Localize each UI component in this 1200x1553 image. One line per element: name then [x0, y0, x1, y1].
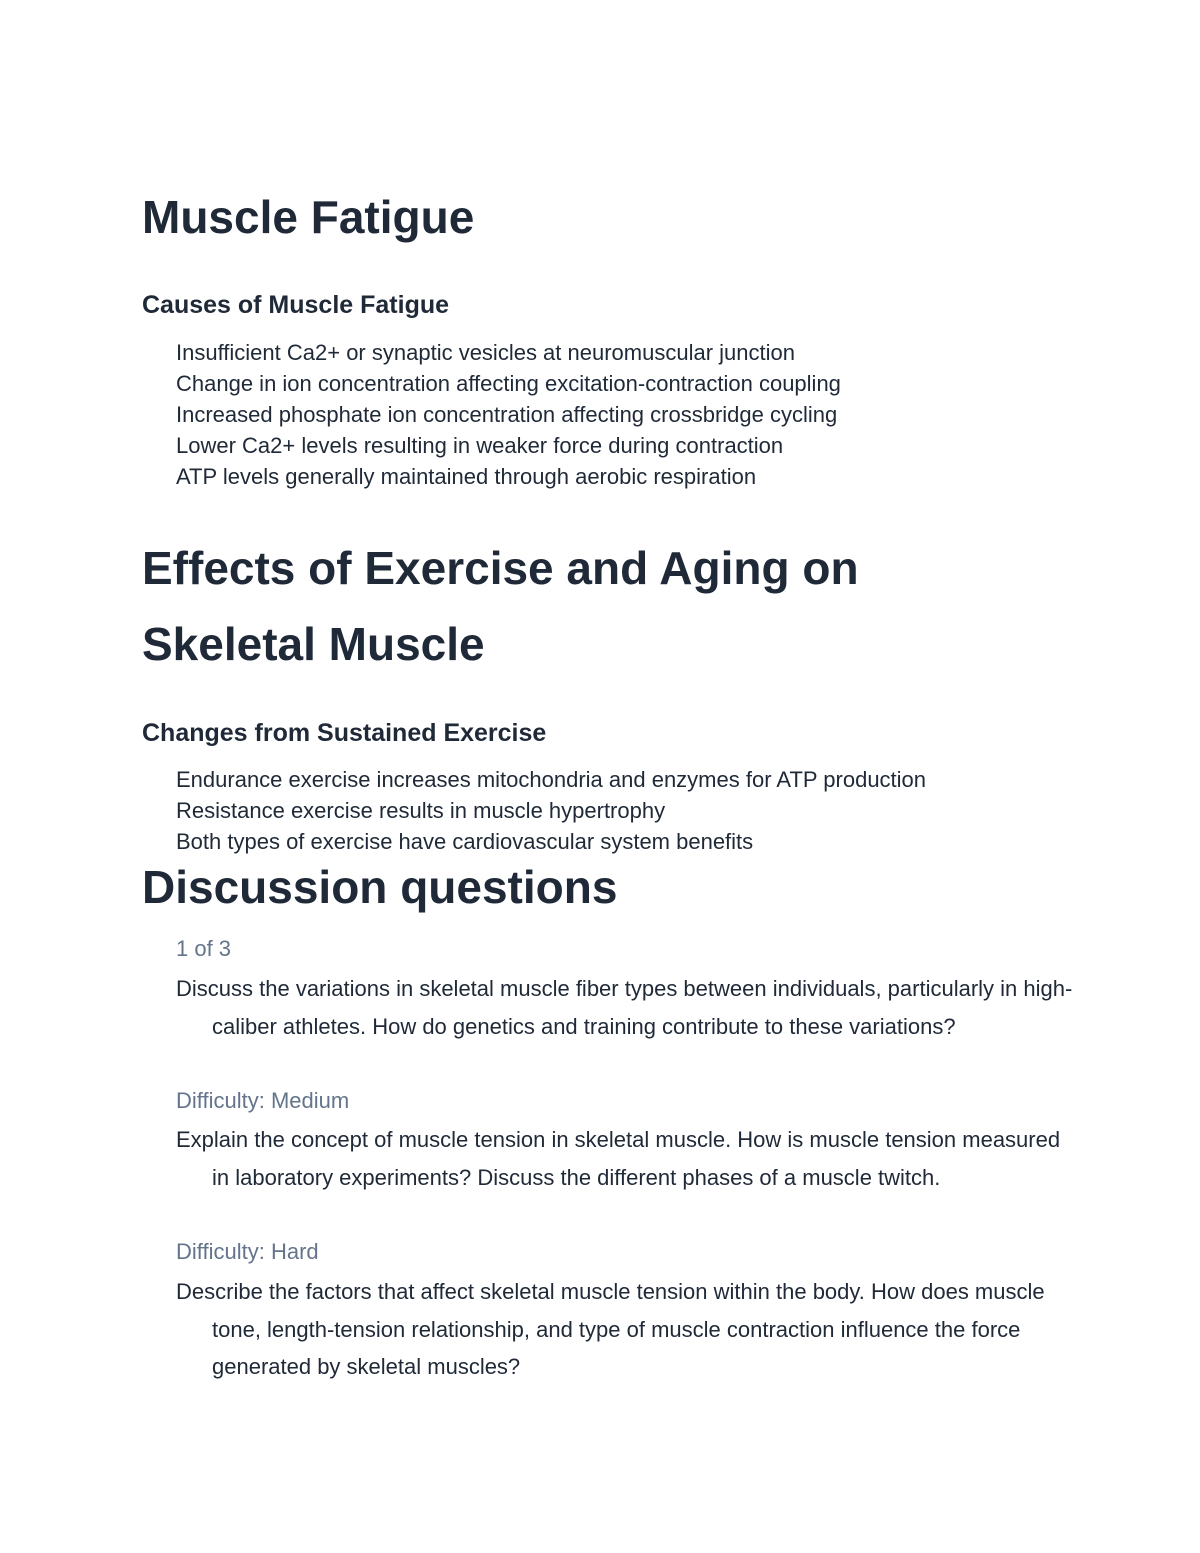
list-item: Endurance exercise increases mitochondria and enzymes for ATP production: [176, 767, 927, 792]
heading-muscle-fatigue: Muscle Fatigue: [142, 191, 475, 243]
list-item: Change in ion concentration affecting excitation-contraction coupling: [176, 371, 841, 396]
difficulty-label: Difficulty: Hard: [176, 1239, 319, 1264]
discussion-question: Describe the factors that affect skeletal muscle tension within the body. How does muscle tone, length-tension relationship, and type of muscle contraction influence the force generated by skeletal muscles?: [176, 1279, 1045, 1379]
list-item: Both types of exercise have cardiovascular system benefits: [176, 829, 754, 854]
subheading-changes-from-sustained-exercise: Changes from Sustained Exercise: [142, 719, 547, 747]
heading-effects-line-1: Effects of Exercise and Aging on: [142, 542, 859, 594]
list-item: Insufficient Ca2+ or synaptic vesicles at neuromuscular junction: [176, 340, 795, 365]
subheading-causes-of-muscle-fatigue: Causes of Muscle Fatigue: [142, 291, 450, 319]
question-counter: 1 of 3: [176, 936, 232, 961]
list-item: ATP levels generally maintained through aerobic respiration: [176, 464, 757, 489]
list-item: Increased phosphate ion concentration affecting crossbridge cycling: [176, 402, 838, 427]
heading-effects-line-2: Skeletal Muscle: [142, 618, 485, 670]
discussion-question: Discuss the variations in skeletal muscle fiber types between individuals, particularly in high-caliber athletes. How do genetics and training contribute to these variations?: [176, 976, 1073, 1039]
list-item: Resistance exercise results in muscle hypertrophy: [176, 798, 666, 823]
exercise-changes-list: [176, 764, 926, 857]
difficulty-label: Difficulty: Medium: [176, 1088, 350, 1113]
list-item: Lower Ca2+ levels resulting in weaker force during contraction: [176, 433, 784, 458]
causes-list: [176, 337, 841, 492]
heading-discussion-questions: Discussion questions: [142, 861, 618, 913]
discussion-question: Explain the concept of muscle tension in skeletal muscle. How is muscle tension measured in laboratory experiments? Discuss the different phases of a muscle twitch.: [176, 1127, 1061, 1190]
